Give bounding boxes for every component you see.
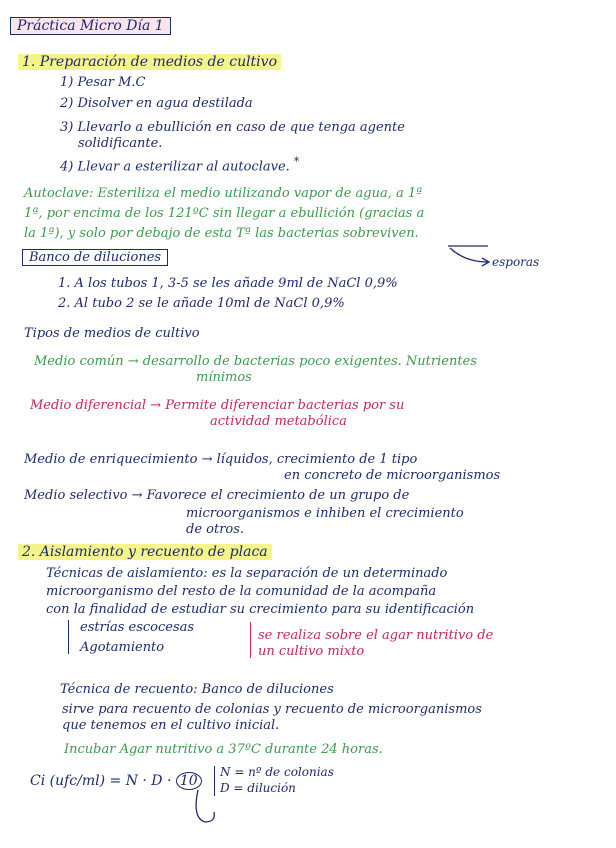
medio-comun-cont: mínimos xyxy=(196,370,252,385)
estrias-escocesas: estrías escocesas xyxy=(80,620,195,635)
esporas-note: esporas xyxy=(492,255,540,269)
medio-comun: Medio común → desarrollo de bacterias poco exigentes. Nutrientes xyxy=(34,354,477,369)
medio-diferencial: Medio diferencial → Permite diferenciar bacterias por su xyxy=(30,398,405,413)
medio-selectivo-cont-2: de otros. xyxy=(186,522,245,537)
medio-enriquecimiento: Medio de enriquecimiento → líquidos, crecimiento de 1 tipo xyxy=(24,452,418,467)
autoclave-line-3: la 1ª), y solo por debajo de esta Tª las bacterias sobreviven. xyxy=(24,226,419,241)
banco-diluciones-title: Banco de diluciones xyxy=(22,249,168,266)
agar-nota-1: se realiza sobre el agar nutritivo de xyxy=(258,628,494,643)
tecnicas-brace xyxy=(68,620,69,654)
recuento-line-2: que tenemos en el cultivo inicial. xyxy=(62,718,280,733)
autoclave-line-2: 1ª, por encima de los 121ºC sin llegar a ebullición (gracias a xyxy=(24,206,425,221)
banco-item-1: 1. A los tubos 1, 3-5 se les añade 9ml de NaCl 0,9% xyxy=(58,276,398,291)
step-4: 4) Llevar a esterilizar al autoclave. xyxy=(60,159,290,175)
step-3: 3) Llevarlo a ebullición en caso de que tenga agente xyxy=(60,120,405,135)
incubar-note: Incubar Agar nutritivo a 37ºC durante 24 horas. xyxy=(64,742,383,757)
formula: Ci (ufc/ml) = N · D · xyxy=(30,773,172,789)
recuento-title: Técnica de recuento: Banco de diluciones xyxy=(60,682,334,697)
section-2-heading: 2. Aislamiento y recuento de placa xyxy=(18,544,272,560)
autoclave-line-1: Autoclave: Esteriliza el medio utilizando vapor de agua, a 1ª xyxy=(24,186,423,201)
tecnicas-line-2: microorganismo del resto de la comunidad de la acompaña xyxy=(46,584,437,599)
tipos-title: Tipos de medios de cultivo xyxy=(24,326,200,341)
nota-brace xyxy=(250,622,251,658)
legend-d: D = dilución xyxy=(220,781,296,795)
medio-enriquecimiento-cont: en concreto de microorganismos xyxy=(284,468,501,483)
recuento-line-1: sirve para recuento de colonias y recuento de microorganismos xyxy=(62,702,482,717)
step-2: 2) Disolver en agua destilada xyxy=(60,96,253,111)
medio-selectivo-cont-1: microorganismos e inhiben el crecimiento xyxy=(186,506,464,521)
legend-brace xyxy=(214,766,215,796)
formula-circled-10: 10 xyxy=(176,772,202,790)
tecnicas-line-3: con la finalidad de estudiar su crecimiento para su identificación xyxy=(46,602,475,617)
step-4-asterisk: * xyxy=(293,155,300,168)
esporas-arrow xyxy=(450,248,488,262)
step-3-cont: solidificante. xyxy=(78,136,163,151)
medio-diferencial-cont: actividad metabólica xyxy=(210,414,347,429)
tecnicas-line-1: Técnicas de aislamiento: es la separación de un determinado xyxy=(46,566,448,581)
agar-nota-2: un cultivo mixto xyxy=(258,644,365,659)
section-1-heading: 1. Preparación de medios de cultivo xyxy=(18,54,281,70)
circle-arrow xyxy=(196,790,214,822)
step-1: 1) Pesar M.C xyxy=(60,75,146,90)
agotamiento: Agotamiento xyxy=(80,640,165,655)
page-title: Práctica Micro Día 1 xyxy=(10,17,171,35)
legend-n: N = nº de colonias xyxy=(220,765,334,779)
medio-selectivo: Medio selectivo → Favorece el crecimiento de un grupo de xyxy=(24,488,410,503)
banco-item-2: 2. Al tubo 2 se le añade 10ml de NaCl 0,9% xyxy=(58,296,345,311)
